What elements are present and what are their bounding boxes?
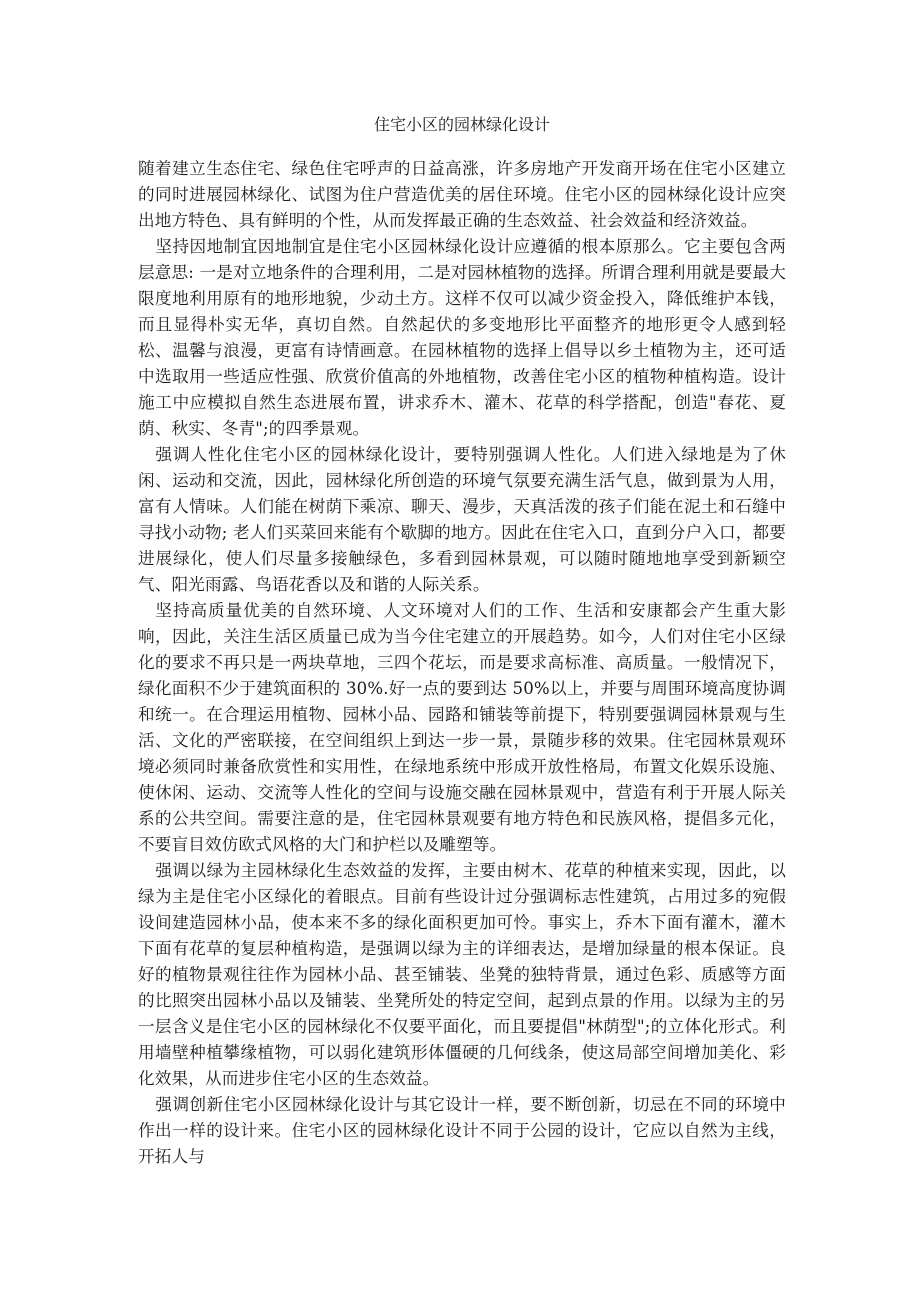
paragraph-green-first: 强调以绿为主园林绿化生态效益的发挥，主要由树木、花草的种植来实现，因此，以绿为主是住宅小区绿化的着眼点。目前有些设计过分强调标志性建筑，占用过多的宛假设间建造园林小品，使本来不多的绿化面积更加可怜。事实上，乔木下面有灌木，灌木下面有花草的复层种植构造，是强调以绿为主的详细表达，是增加绿量的根本保证。良好的植物景观往往作为园林小品、甚至铺装、坐凳的独特背景，通过色彩、质感等方面的比照突出园林小品以及铺装、坐凳所处的特定空间，起到点景的作用。以绿为主的另一层含义是住宅小区的园林绿化不仅要平面化，而且要提倡"林荫型";的立体化形式。利用墙壁种植攀缘植物，可以弱化建筑形体僵硬的几何线条，使这局部空间增加美化、彩化效果，从而进步住宅小区的生态效益。 [138, 861, 786, 1088]
paragraph-intro: 随着建立生态住宅、绿色住宅呼声的日益高涨，许多房地产开发商开场在住宅小区建立的同时进展园林绿化、试图为住户营造优美的居住环境。住宅小区的园林绿化设计应突出地方特色、具有鲜明的个性，从而发挥最正确的生态效益、社会效益和经济效益。 [138, 159, 786, 230]
document-title: 住宅小区的园林绿化设计 [373, 115, 550, 134]
paragraph-high-quality: 坚持高质量优美的自然环境、人文环境对人们的工作、生活和安康都会产生重大影响，因此，关注生活区质量已成为当今住宅建立的开展趋势。如今，人们对住宅小区绿化的要求不再只是一两块草地，三四个花坛，而是要求高标准、高质量。一般情况下，绿化面积不少于建筑面积的 30%.好一点的要到达 50%以上，并要与周围环境高度协调和统一。在合理运用植物、园林小品、园路和铺装等前提下，特别要强调园林景观与生活、文化的严密联接，在空间组织上到达一步一景，景随步移的效果。住宅园林景观环境必须同时兼备欣赏性和实用性，在绿地系统中形成开放性格局，布置文化娱乐设施、使休闲、运动、交流等人性化的空间与设施交融在园林景观中，营造有利于开展人际关系的公共空间。需要注意的是，住宅园林景观要有地方特色和民族风格，提倡多元化，不要盲目效仿欧式风格的大门和护栏以及雕塑等。 [138, 601, 786, 854]
paragraph-humanization: 强调人性化住宅小区的园林绿化设计，要特别强调人性化。人们进入绿地是为了休闲、运动和交流，因此，园林绿化所创造的环境气氛要充满生活气息，做到景为人用，富有人情味。人们能在树荫下乘凉、聊天、漫步，天真活泼的孩子们能在泥土和石缝中寻找小动物; 老人们买菜回来能有个歇脚的地方。因此在住宅入口，直到分户入口，都要进展绿化，使人们尽量多接触绿色，多看到园林景观，可以随时随地地享受到新颖空气、阳光雨露、鸟语花香以及和谐的人际关系。 [138, 445, 786, 594]
document-page [138, 112, 786, 1170]
paragraph-innovation: 强调创新住宅小区园林绿化设计与其它设计一样，要不断创新，切忌在不同的环境中作出一样的设计来。住宅小区的园林绿化设计不同于公园的设计，它应以自然为主线，开拓人与 [138, 1095, 786, 1166]
paragraph-adapt-to-local: 坚持因地制宜因地制宜是住宅小区园林绿化设计应遵循的根本原那么。它主要包含两层意思: 一是对立地条件的合理利用，二是对园林植物的选择。所谓合理利用就是要最大限度地利用原有的地形地貌，少动土方。这样不仅可以减少资金投入，降低维护本钱，而且显得朴实无华，真切自然。自然起伏的多变地形比平面整齐的地形更令人感到轻松、温馨与浪漫，更富有诗情画意。在园林植物的选择上倡导以乡土植物为主，还可适中选取用一些适应性强、欣赏价值高的外地植物，改善住宅小区的植物种植构造。设计施工中应模拟自然生态进展布置，讲求乔木、灌木、花草的科学搭配，创造"春花、夏荫、秋实、冬青";的四季景观。 [138, 237, 786, 438]
